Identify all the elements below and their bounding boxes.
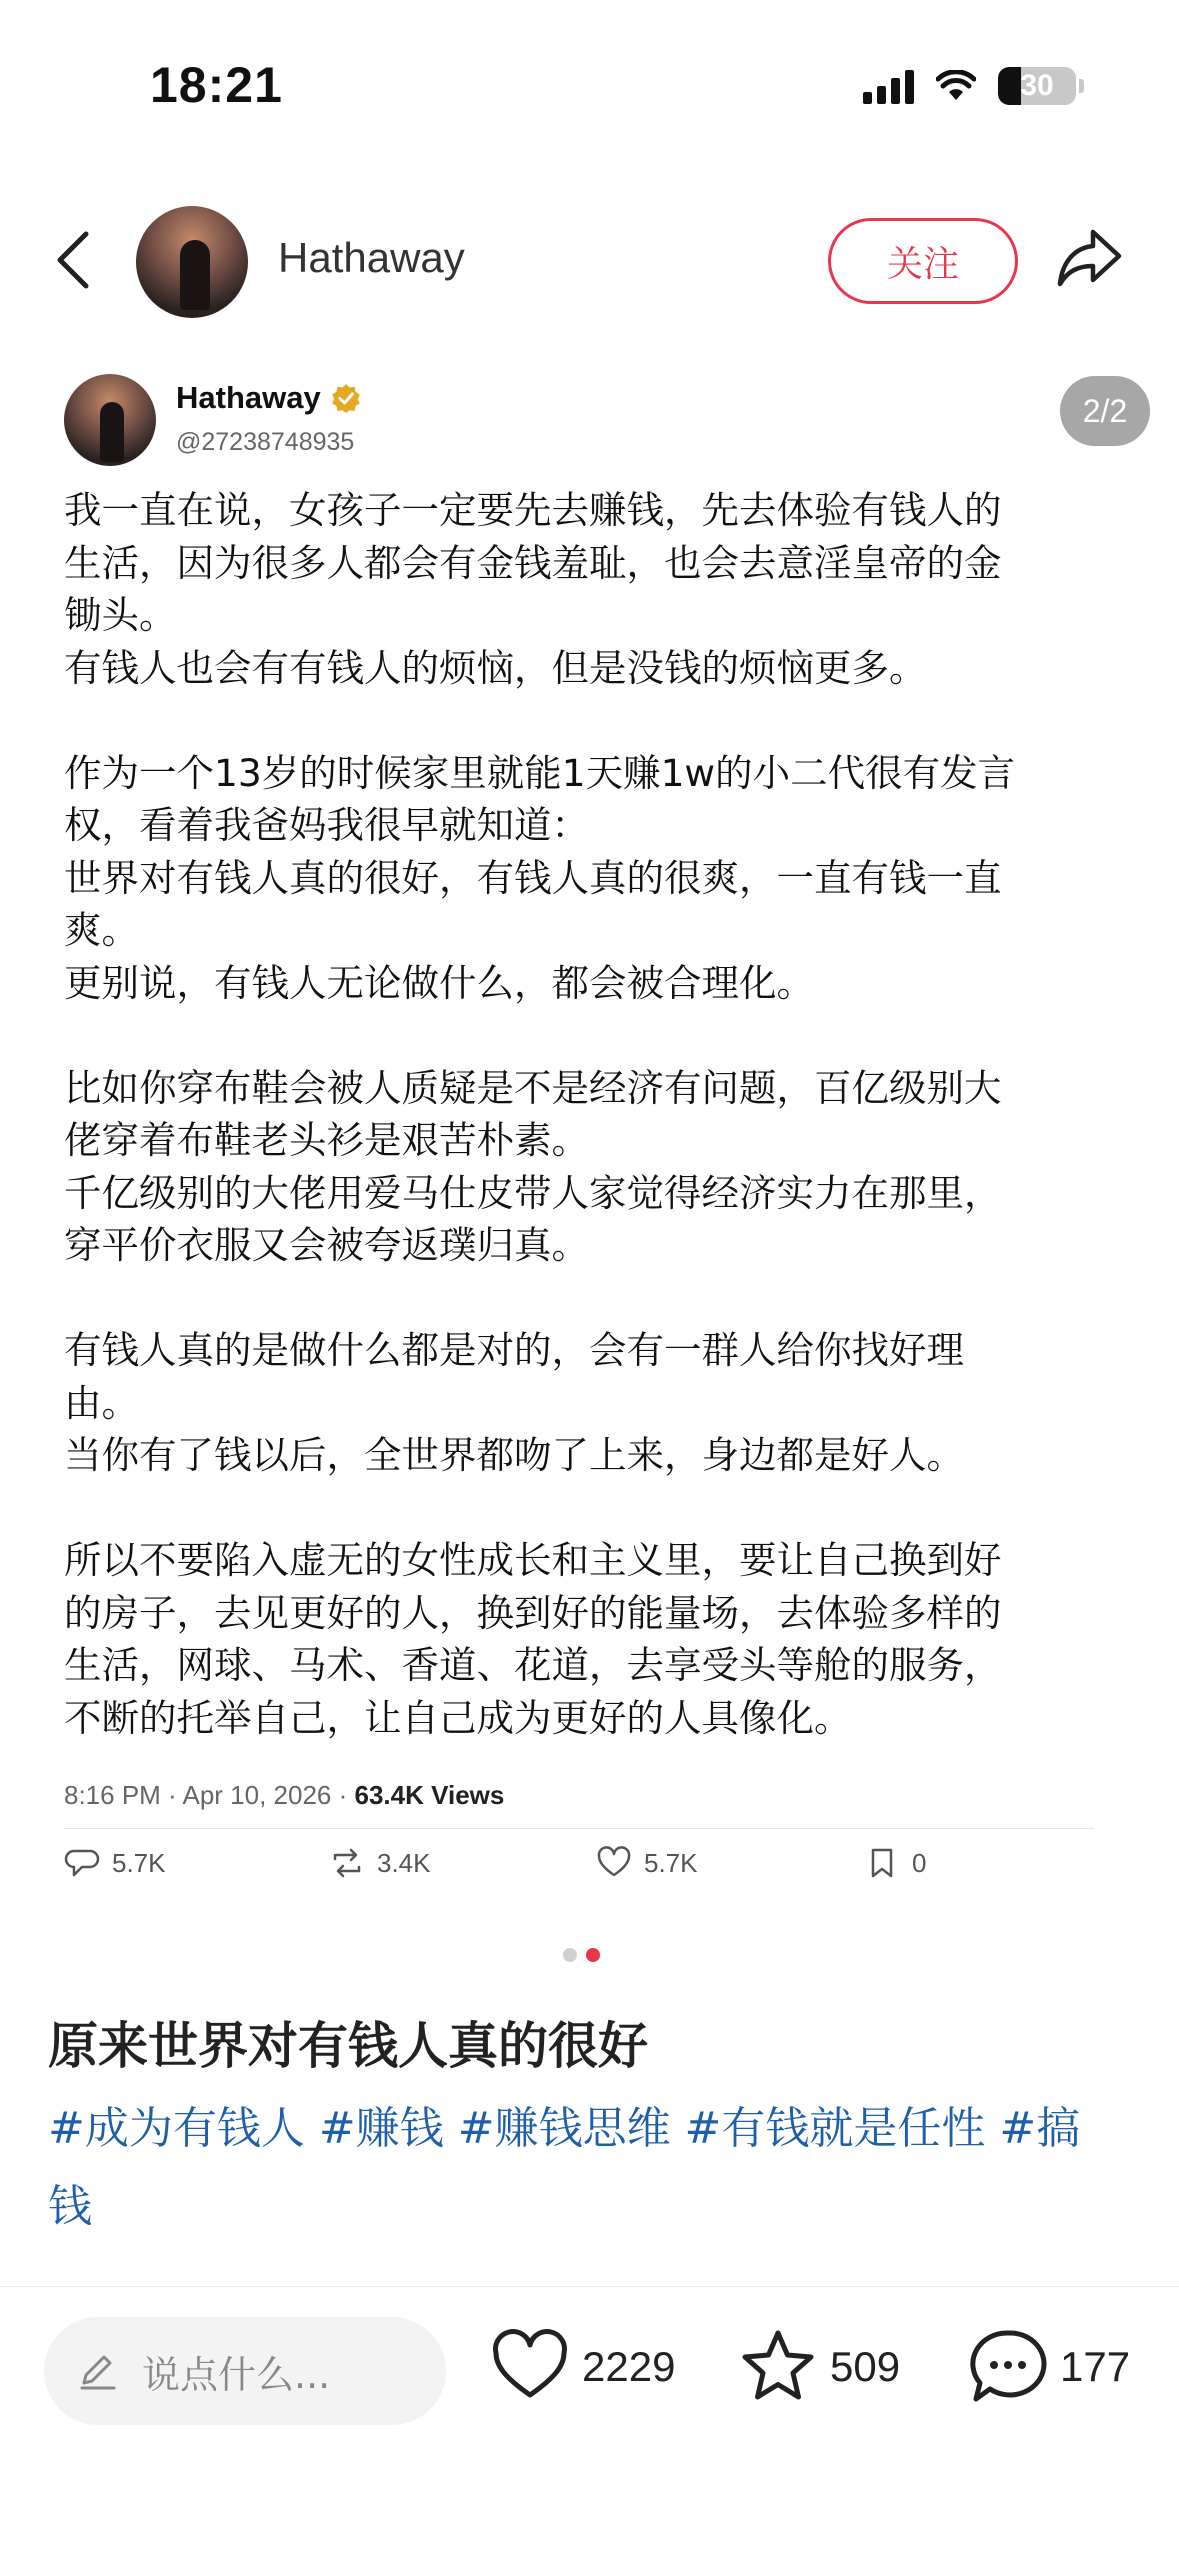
tweet-line: 有钱人也会有有钱人的烦恼，但是没钱的烦恼更多。	[64, 645, 927, 690]
tweet-line	[64, 1272, 1124, 1325]
cellular-signal-icon	[863, 68, 914, 104]
tags-line[interactable]: 钱	[48, 2181, 92, 2232]
tweet-display-name: Hathaway	[176, 380, 321, 415]
like-count: 5.7K	[644, 1847, 698, 1878]
favorite-count: 509	[830, 2343, 901, 2390]
heart-outline-icon	[596, 1845, 632, 1881]
tweet-actions	[64, 1845, 1064, 1895]
tweet-line	[64, 1482, 1124, 1535]
reply-count: 5.7K	[112, 1847, 166, 1878]
comment-input[interactable]	[44, 2317, 446, 2425]
tweet-line: 佬穿着布鞋老头衫是艰苦朴素。	[64, 1118, 589, 1162]
wifi-icon	[936, 70, 976, 102]
battery-icon	[998, 67, 1076, 105]
tweet-bookmark	[864, 1845, 926, 1881]
pencil-icon	[76, 2349, 120, 2393]
tweet-author	[176, 380, 361, 416]
tweet-reply	[64, 1845, 166, 1881]
tweet-line: 世界对有钱人真的很好，有钱人真的很爽，一直有钱一直	[64, 855, 1002, 900]
heart-icon	[490, 2327, 570, 2407]
status-icons	[863, 62, 1084, 110]
tweet-line: 比如你穿布鞋会被人质疑是不是经济有问题，百亿级别大	[64, 1065, 1002, 1110]
tweet-line	[64, 694, 1124, 747]
comment-count: 177	[1060, 2343, 1131, 2390]
comment-bubble-icon	[968, 2327, 1048, 2407]
verified-badge-icon	[331, 383, 361, 413]
share-button[interactable]	[1055, 226, 1125, 290]
tweet-line: 千亿级别的大佬用爱马仕皮带人家觉得经济实力在那里，	[64, 1170, 1002, 1215]
comment-placeholder: 说点什么...	[142, 2352, 331, 2397]
tweet-line: 爽。	[64, 908, 139, 952]
bookmark-count: 0	[912, 1847, 927, 1878]
tweet-timestamp: 8:16 PM · Apr 10, 2026 ·	[64, 1780, 355, 1810]
tweet-line: 有钱人真的是做什么都是对的，会有一群人给你找好理	[64, 1328, 964, 1372]
tweet-line: 当你有了钱以后，全世界都吻了上来，身边都是好人。	[64, 1433, 964, 1477]
bookmark-icon	[864, 1845, 900, 1881]
tweet-like	[596, 1845, 698, 1881]
carousel-dot	[563, 1948, 577, 1962]
post-title: 原来世界对有钱人真的很好	[48, 2017, 648, 2075]
carousel-dot-active	[586, 1948, 600, 1962]
tweet-avatar	[64, 374, 156, 466]
tweet-handle: @27238748935	[176, 428, 355, 456]
tweet-line: 我一直在说，女孩子一定要先去赚钱，先去体验有钱人的	[64, 488, 1002, 532]
tweet-line	[64, 1009, 1124, 1062]
tweet-line: 所以不要陷入虚无的女性成长和主义里，要让自己换到好	[64, 1538, 1002, 1582]
image-page-indicator: 2/2	[1060, 376, 1150, 446]
back-button[interactable]	[52, 228, 96, 292]
tweet-line: 由。	[64, 1380, 139, 1425]
divider	[64, 1828, 1094, 1829]
like-count: 2229	[582, 2343, 676, 2390]
follow-button[interactable]: 关注	[828, 218, 1018, 304]
tweet-line: 权，看着我爸妈我很早就知道：	[64, 803, 589, 847]
bottom-action-bar	[0, 2286, 1179, 2556]
author-avatar[interactable]	[136, 206, 248, 318]
favorite-button[interactable]	[738, 2327, 900, 2407]
author-name[interactable]: Hathaway	[278, 234, 465, 281]
tweet-views: 63.4K Views	[354, 1780, 505, 1810]
star-icon	[738, 2327, 818, 2407]
tweet-line: 的房子，去见更好的人，换到好的能量场，去体验多样的	[64, 1590, 1002, 1635]
carousel-dots	[563, 1948, 600, 1962]
retweet-icon	[329, 1845, 365, 1881]
tweet-line: 作为一个13岁的时候家里就能1天赚1w的小二代很有发言	[64, 750, 1016, 795]
tweet-line: 锄头。	[64, 593, 177, 637]
reply-icon	[64, 1845, 100, 1881]
like-button[interactable]	[490, 2327, 675, 2407]
tweet-retweet	[329, 1845, 431, 1881]
battery-cap	[1079, 79, 1084, 93]
tags-line[interactable]: #成为有钱人 #赚钱 #赚钱思维 #有钱就是任性 #搞	[48, 2103, 1081, 2154]
tweet-line: 生活，因为很多人都会有金钱羞耻，也会去意淫皇帝的金	[64, 540, 1002, 585]
tweet-line: 不断的托举自己，让自己成为更好的人具像化。	[64, 1695, 852, 1740]
retweet-count: 3.4K	[377, 1847, 431, 1878]
chevron-left-icon	[52, 228, 96, 292]
tweet-meta	[64, 1780, 504, 1811]
status-time: 18:21	[150, 57, 283, 113]
battery-percent: 30	[1020, 69, 1054, 102]
post-tags	[48, 2090, 1138, 2246]
tweet-line: 穿平价衣服又会被夸返璞归真。	[64, 1223, 589, 1267]
share-icon	[1055, 226, 1125, 290]
tweet-line: 生活，网球、马术、香道、花道，去享受头等舱的服务，	[64, 1643, 1002, 1687]
comment-button[interactable]	[968, 2327, 1130, 2407]
tweet-line: 更别说，有钱人无论做什么，都会被合理化。	[64, 960, 814, 1005]
tweet-text	[64, 484, 1124, 1744]
